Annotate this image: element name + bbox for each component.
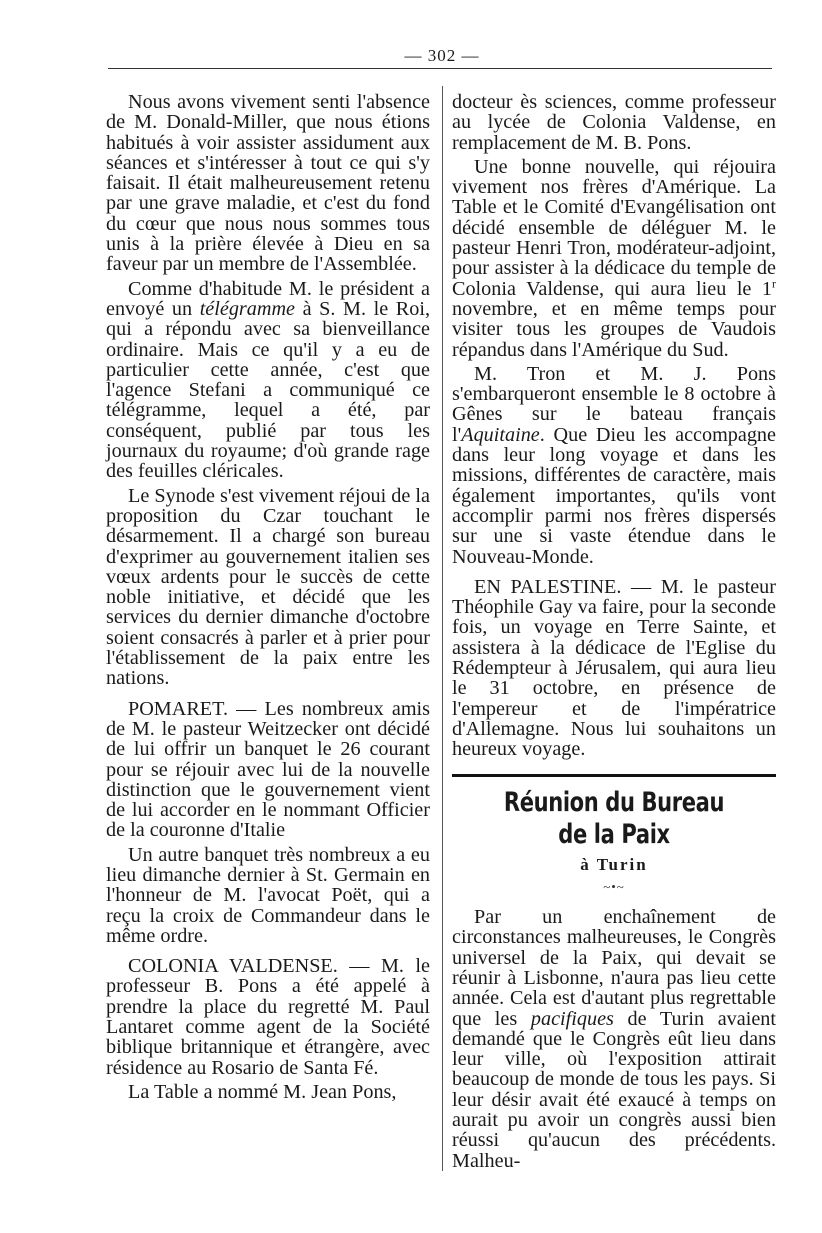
- paragraph-docteur: docteur ès sciences, comme professeur au lycée de Colonia Valdense, en remplacement de M. B. Pons.: [452, 91, 776, 154]
- text-span: à S. M. le Roi, qui a répondu avec sa bienveillance ordinaire. Mais ce qu'il y a eu de particulier cette année, c'est que l'agence Stefani a communiqué ce télégramme, lequel a été, par conséquent, publié par tous les journaux du royaume; d'où grande rage des feuilles cléricales.: [106, 297, 431, 483]
- paragraph-banquet: Un autre banquet très nombreux a eu lieu dimanche dernier à St. Germain en l'honneur de M. l'avocat Poët, qui a reçu la croix de Commandeur dans le même ordre.: [106, 843, 430, 947]
- text-span: — M. le pasteur Théophile Gay va faire, pour la seconde fois, un voyage en Terre Sainte, et assistera à la dédicace de l'Eglise du Rédempteur à Jérusalem, qui aura lieu le 31 octobre, en présence de l'empereur et de l'impératrice d'Allemagne. Nous lui souhaitons un heureux voyage.: [452, 575, 776, 761]
- text-span: M. Tron et M. J. Pons s'embarqueront ensemble le 8 octobre à Gênes sur le bateau français l': [452, 362, 776, 446]
- superscript: r: [772, 275, 776, 290]
- italic-span: télégramme: [199, 297, 295, 320]
- section-heading: EN PALESTINE.: [474, 575, 622, 598]
- right-column: [452, 92, 776, 1175]
- paragraph-donald-miller: Nous avons vivement senti l'absence de M. Donald-Miller, que nous étions habitués à voir assister assidument aux séances et s'intéresser à tout ce qui s'y faisait. Il était malheureusement retenu par une grave maladie, et c'est du fond du cœur que nous nous sommes tous unis à la prière élevée à Dieu en sa faveur par un membre de l'Assemblée.: [106, 91, 430, 276]
- paragraph-telegramme: [106, 279, 430, 482]
- text-span: de Turin avaient demandé que le Congrès eût lieu dans leur ville, où l'exposition attirait beaucoup de monde de tous les pays. Si leur désir avait été exaucé à temps on aurait pu avoir un congrès aussi bien réussi qu'aucun des précédents. Malheu-: [452, 1007, 776, 1172]
- flourish-ornament: ~•~: [603, 878, 625, 894]
- paragraph-colonia-valdense: [106, 956, 430, 1078]
- paragraph-congres: [452, 907, 776, 1171]
- left-column: [106, 92, 430, 1106]
- italic-span: pacifiques: [530, 1007, 614, 1030]
- text-span: . Que Dieu les accompagne dans leur long voyage et dans les missions, différentes de caractère, mais également importantes, qu'ils vont accomplir parmi nos frères dispersés sur une si vaste étendue dans le Nouveau-Monde.: [452, 423, 776, 568]
- article-subtitle: à Turin: [580, 854, 648, 874]
- text-span: Par un enchaînement de circonstances malheureuses, le Congrès universel de la Paix, qui devait se réunir à Lisbonne, n'aura pas lieu cette année. Cela est d'autant plus regrettable que les: [452, 906, 776, 1030]
- column-divider: [442, 86, 443, 1171]
- header-rule: [108, 68, 772, 69]
- paragraph-embarquement: [452, 364, 776, 567]
- text-span: Une bonne nouvelle, qui réjouira vivement nos frères d'Amérique. La Table et le Comité d'Evangélisation ont décidé ensemble de déléguer M. le pasteur Henri Tron, modérateur-adjoint, pour assister à la dédicace du temple de Colonia Valdense, qui aura lieu le 1: [452, 155, 776, 300]
- section-heading: COLONIA VALDENSE.: [128, 955, 338, 978]
- paragraph-table-nomme: La Table a nommé M. Jean Pons,: [128, 1080, 397, 1103]
- page-number: — 302 —: [404, 46, 480, 65]
- paragraph-pomaret: [106, 699, 430, 841]
- page-header: [108, 46, 776, 66]
- text-span: — Les nombreux amis de M. le pasteur Weitzecker ont décidé de lui offrir un banquet le 26 courant pour se réjouir avec lui de la nouvelle distinction que le gouvernement vient de lui accorder en le nommant Officier de la couronne d'Italie: [106, 697, 430, 842]
- text-span: novembre, et en même temps pour visiter tous les groupes de Vaudois répandus dans l'Amérique du Sud.: [452, 297, 776, 361]
- paragraph-desarmement: Le Synode s'est vivement réjoui de la proposition du Czar touchant le désarmement. Il a chargé son bureau d'exprimer au gouvernement italien ses vœux ardents pour le succès de cette noble initiative, et décidé que les services du dernier dimanche d'octobre soient consacrés à parler et à prier pour l'établissement de la paix entre les nations.: [106, 484, 430, 690]
- text-span: Comme d'habitude M. le président a envoyé un: [106, 277, 430, 320]
- italic-span: Aquitaine: [461, 423, 540, 446]
- paragraph-palestine: [452, 577, 776, 760]
- section-heading: POMARET.: [128, 697, 229, 720]
- article-separator: [452, 774, 776, 777]
- text-span: — M. le professeur B. Pons a été appelé à prendre la place du regretté M. Paul Lantaret comme agent de la Société biblique britannique et étrangère, avec résidence au Rosario de Santa Fé.: [106, 955, 430, 1079]
- article-title: Réunion du Bureau de la Paix: [503, 786, 725, 850]
- paragraph-bonne-nouvelle: [452, 157, 776, 360]
